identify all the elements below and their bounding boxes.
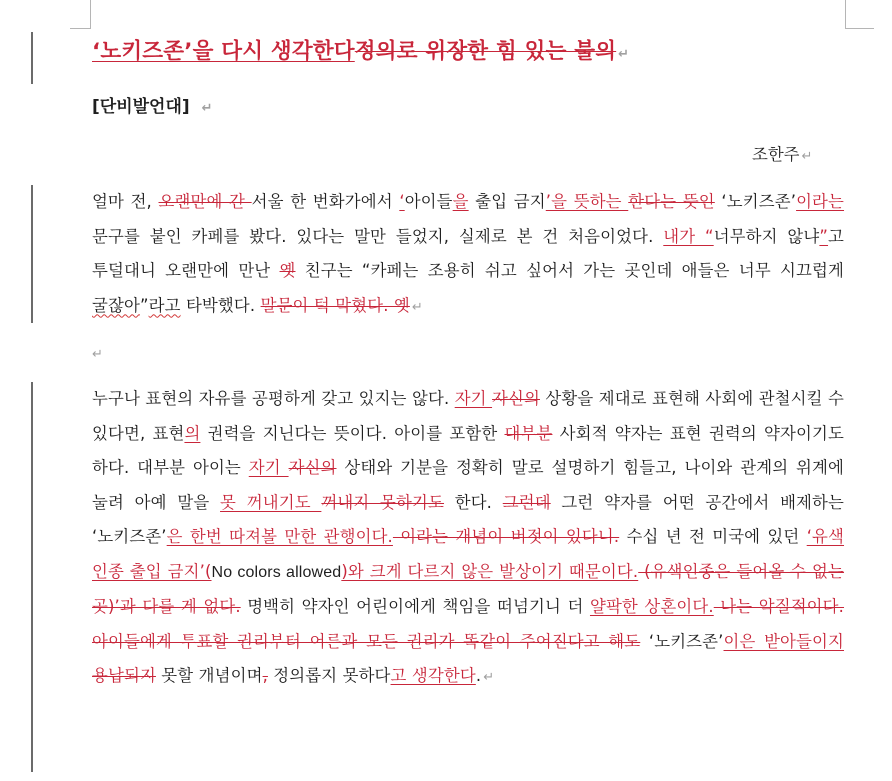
document-title[interactable] — [92, 34, 629, 73]
text-run: 그런 약자를 어떤 공간에서 배제하는 ‘노키즈존’ — [92, 492, 845, 546]
paragraph-mark-icon: ↵ — [618, 47, 630, 62]
deleted-text: 한다는 뜻인 — [628, 192, 715, 211]
body-paragraph-1[interactable] — [92, 185, 844, 325]
inserted-text: ‘ — [399, 192, 405, 211]
change-bar-title — [31, 32, 33, 84]
text-run: 문구를 붙인 카페를 봤다. 있다는 말만 들었지, 실제로 본 건 처음이었다. — [92, 226, 664, 246]
inserted-text: 이라는 — [796, 192, 845, 211]
text-run: 명백히 약자인 어린이에게 책임을 떠넘기니 더 — [240, 597, 590, 616]
paragraph-mark-icon: ↵ — [483, 670, 495, 685]
paragraph-mark-icon: ↵ — [201, 101, 213, 116]
deleted-text: 대부분 — [504, 423, 553, 443]
text-run: 못할 개념이며 — [155, 666, 263, 685]
deleted-text: 그런데 — [502, 492, 551, 512]
paragraph-mark-icon: ↵ — [92, 347, 103, 362]
author-name: 조한주 — [752, 145, 800, 164]
text-run: 수십 년 전 미국에 있던 — [619, 527, 807, 546]
text-run: ” — [139, 295, 149, 315]
text-run: 얼마 전, — [92, 192, 159, 211]
title-deleted-text: 정의로 위장한 힘 있는 불의 — [354, 39, 617, 64]
deleted-text: 오랜만에 간 — [158, 192, 252, 211]
inserted-text: ” — [819, 226, 829, 246]
spelling-flag-text: 굴잖아 — [92, 295, 140, 315]
text-run: 상태와 기분을 정확히 말로 설명하기 힘들고, 나이와 관계의 위계에 눌려 아예 말을 — [92, 458, 844, 512]
text-run: ‘노키즈존’ — [640, 631, 724, 651]
inserted-text: 내가 “ — [663, 226, 714, 246]
paragraph-mark-icon: ↵ — [801, 149, 813, 164]
deleted-text: 자신의 — [288, 458, 337, 477]
deleted-text: 이라는 개념이 버젓이 있다니. — [392, 527, 620, 546]
text-run: ‘노키즈존’ — [714, 192, 797, 211]
title-inserted-text: ‘노키즈존’을 다시 생각한다 — [92, 39, 355, 64]
change-bar-paragraph-2 — [31, 382, 33, 772]
inserted-text: )와 크게 다르지 않은 발상이기 때문이다. — [341, 561, 639, 581]
section-label[interactable] — [92, 92, 212, 124]
text-run: 아이들 — [404, 192, 453, 211]
inserted-text: ‘유색 인종 출입 금지’( — [92, 527, 845, 581]
inserted-text: 의 — [184, 423, 201, 443]
deleted-text: 옛 — [279, 261, 296, 280]
author-line[interactable] — [752, 140, 812, 172]
inserted-text: ’을 뜻하는 — [545, 192, 629, 211]
inserted-text: 자기 — [248, 458, 289, 477]
page-corner-top-left — [70, 0, 91, 29]
page-corner-top-right — [845, 0, 874, 29]
empty-paragraph[interactable] — [92, 338, 103, 370]
section-label-text: [단비발언대] — [92, 97, 190, 117]
text-run: 사회적 약자는 표현 권력의 약자이기도 하다. 대부분 아이는 — [92, 423, 844, 477]
text-run: 타박했다. — [180, 295, 261, 315]
deleted-text: , — [262, 666, 268, 685]
inserted-text: 얄팍한 상혼이다. — [589, 597, 714, 616]
text-run: 상황을 제대로 표현해 사회에 관철시킬 수 있다면, 표현 — [92, 389, 844, 443]
text-run: 출입 금지 — [468, 192, 546, 211]
paragraph-mark-icon: ↵ — [411, 299, 423, 315]
text-run: 고 투덜대니 오랜만에 만난 — [92, 226, 845, 280]
inserted-text: 자기 — [454, 389, 493, 408]
text-run: 정의롭지 못하다 — [267, 666, 391, 685]
text-run: 너무하지 않냐 — [713, 226, 820, 246]
text-run: 친구는 “카페는 조용히 쉬고 싶어서 가는 곳인데 애들은 너무 시끄럽게 — [295, 261, 844, 280]
change-bar-paragraph-1 — [31, 185, 33, 323]
inserted-text: 을 — [452, 192, 469, 211]
inserted-text: 은 한번 따져볼 만한 관행이다. — [166, 527, 393, 546]
deleted-text: 나는 악질적이다. 아이들에게 투표할 권리부터 어른과 모든 권리가 똑같이 주어진다고 해도 — [92, 597, 845, 651]
deleted-text: 용납되지 — [92, 666, 156, 685]
text-run: . — [475, 666, 482, 685]
spelling-flag-text: 라고 — [148, 295, 181, 315]
text-run: 한다. — [444, 492, 503, 512]
body-paragraph-2[interactable] — [92, 382, 844, 696]
latin-text-run: No colors allowed — [211, 563, 342, 581]
inserted-text: 고 생각한다 — [390, 666, 476, 685]
text-run: 권력을 지닌다는 뜻이다. 아이를 포함한 — [200, 423, 505, 443]
deleted-text: 자신의 — [492, 389, 540, 408]
text-run: 누구나 표현의 자유를 공평하게 갖고 있지는 않다. — [92, 389, 455, 408]
deleted-text: 말문이 턱 막혔다. 옛 — [260, 295, 410, 315]
inserted-text: 이은 받아들이지 — [723, 631, 844, 651]
deleted-text: (유색인종은 들어올 수 없는 곳)’과 다를 게 없다. — [92, 561, 844, 616]
deleted-text: 꺼내지 못하기도 — [321, 492, 444, 512]
inserted-text: 못 꺼내기도 — [220, 492, 322, 512]
text-run: 서울 한 번화가에서 — [251, 192, 400, 211]
